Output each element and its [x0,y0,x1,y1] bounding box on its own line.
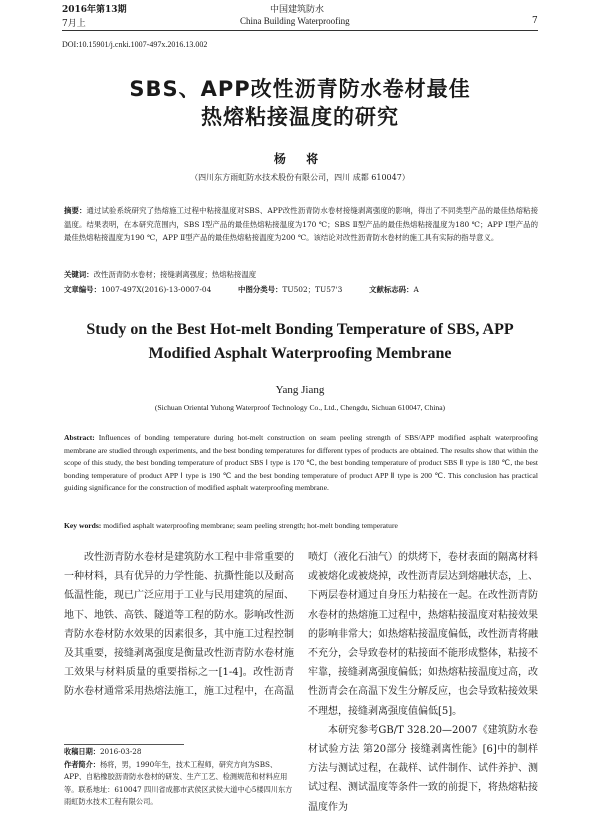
title-en-line1: Study on the Best Hot-melt Bonding Temperature of SBS, APP [86,321,514,338]
received-label: 收稿日期： [64,747,100,756]
page-number: 7 [532,16,538,26]
body-right-column [308,548,538,813]
bio-text: 杨将，男，1990年生，技术工程师，研究方向为SBS、APP、自粘橡胶沥青防水卷材的研发、生产工艺、检测规范和材料应用等。联系地址：610047 四川省成都市武侯区武侯大道中心5楼四川东方雨虹防水技术工程有限公司。 [64,759,293,806]
article-no-label: 文章编号： [64,285,101,294]
issue-month: 7月上 [62,19,86,29]
keywords-en-text: modified asphalt waterproofing membrane; seam peeling strength; hot-melt bonding temperature [103,521,398,530]
article-info [64,283,538,297]
affiliation-cn: （四川东方雨虹防水技术股份有限公司，四川 成都 610047） [190,173,410,182]
footnote [64,746,296,809]
title-cn-line2: 热熔粘接温度的研究 [201,105,399,129]
footnote-rule [64,744,184,745]
author-bio [64,759,296,809]
article-no: 1007-497X(2016)-13-0007-04 [100,285,212,294]
keywords-cn-label: 关键词： [64,270,94,279]
abstract-cn [64,204,538,245]
title-cn-line1: SBS、APP改性沥青防水卷材最佳 [129,77,471,101]
abstract-en [64,432,538,495]
keywords-en-label: Key words: [64,521,102,530]
clc-number: TU502；TU57'3 [282,285,343,294]
author-cn: 杨 将 [273,152,327,166]
abstract-cn-label: 摘要： [64,206,87,215]
author-en: Yang Jiang [275,384,325,396]
title-en-line2: Modified Asphalt Waterproofing Membrane [148,345,452,362]
received-date [64,746,296,759]
body-left-paragraph: 改性沥青防水卷材是建筑防水工程中非常重要的一种材料，具有优异的力学性能、抗撕性能以及耐高低温性能，现已广泛应用于工业与民用建筑的屋面、地下、地铁、高铁、隧道等工程的防水。影响改性沥青防水卷材防水效果的因素很多，其中施工过程控制及其重要，接缝剥离强度是衡量改性沥青防水卷材施工效果与材料质量的重要指标之一[1-4]。改性沥青防水卷材通常采用热熔法施工，施工过程中，在高温 [64,552,294,698]
doc-code: A [413,285,419,294]
affiliation-en: (Sichuan Oriental Yuhong Waterproof Technology Co., Ltd., Chengdu, Sichuan 610047, China) [154,403,446,412]
received-value: 2016-03-28 [99,747,142,756]
abstract-en-text: Influences of bonding temperature during hot-melt construction on seam peeling strength of SBS/APP modified asphalt waterproofing membrane are studied through experiments, and the best bonding temperatures for different types of products are obtained. The results show that within the scope of this study, the best bonding temperature of product SBS Ⅰ type is 170 ℃, the best bonding temperature of product SBS Ⅱ type is 180 ℃, the best bonding temperature of product APP Ⅰ type is 190 ℃ and the best bonding temperature of product APP Ⅱ type is 200 ℃. This conclusion has practical guiding significance for the construction of modified asphalt waterproofing membrane. [64,433,538,493]
journal-name-cn: 中国建筑防水 [270,5,325,15]
body-right-paragraph-1: 喷灯（液化石油气）的烘烤下，卷材表面的隔离材料或被熔化或被烧掉，改性沥青层达到熔融状态，上、下两层卷材通过自身压力粘接在一起。在改性沥青防水卷材的热熔施工过程中，热熔粘接温度对粘接效果的影响非常大；如热熔粘接温度偏低，改性沥青将融不充分，会导致卷材的粘接面不能形成整体，粘接不牢靠，接缝剥离强度偏低；如热熔粘接温度过高，改性沥青会在高温下发生分解反应，也会导致粘接效果不理想，接缝剥离强度值偏低[5]。 [308,552,538,717]
header-rule [62,30,538,31]
keywords-cn [64,268,538,282]
clc-label: 中图分类号： [238,285,283,294]
keywords-en [64,520,538,533]
doi: DOI:10.15901/j.cnki.1007-497x.2016.13.002 [62,40,208,49]
bio-label: 作者简介： [64,759,100,769]
abstract-cn-text: 通过试验系统研究了热熔施工过程中粘接温度对SBS、APP改性沥青防水卷材接缝剥离强度的影响，得出了不同类型产品的最佳热熔粘接温度。结果表明，在本研究范围内，SBS Ⅰ型产品的最佳热熔粘接温度为170 ℃；SBS Ⅱ型产品的最佳热熔粘接温度为180 ℃；APP Ⅰ型产品的最佳热熔粘接温度为190 ℃，APP Ⅱ型产品的最佳热熔粘接温度为200 ℃。该结论对改性沥青防水卷材的施工具有实际的指导意义。 [64,206,538,243]
body-right-paragraph-2: 本研究参考GB/T 328.20—2007《建筑防水卷材试验方法 第20部分 接缝剥离性能》[6]中的制样方法与测试过程，在裁样、试件制作、试件养护、测试过程、测试温度等条件一致的前提下，将热熔粘接温度作为 [308,724,538,813]
keywords-cn-text: 改性沥青防水卷材；接缝剥离强度；热熔粘接温度 [93,270,257,279]
issue-number: 2016年第13期 [62,5,127,15]
journal-name-en: China Building Waterproofing [240,16,350,26]
abstract-en-label: Abstract: [64,433,95,442]
doc-code-label: 文献标志码： [369,285,414,294]
